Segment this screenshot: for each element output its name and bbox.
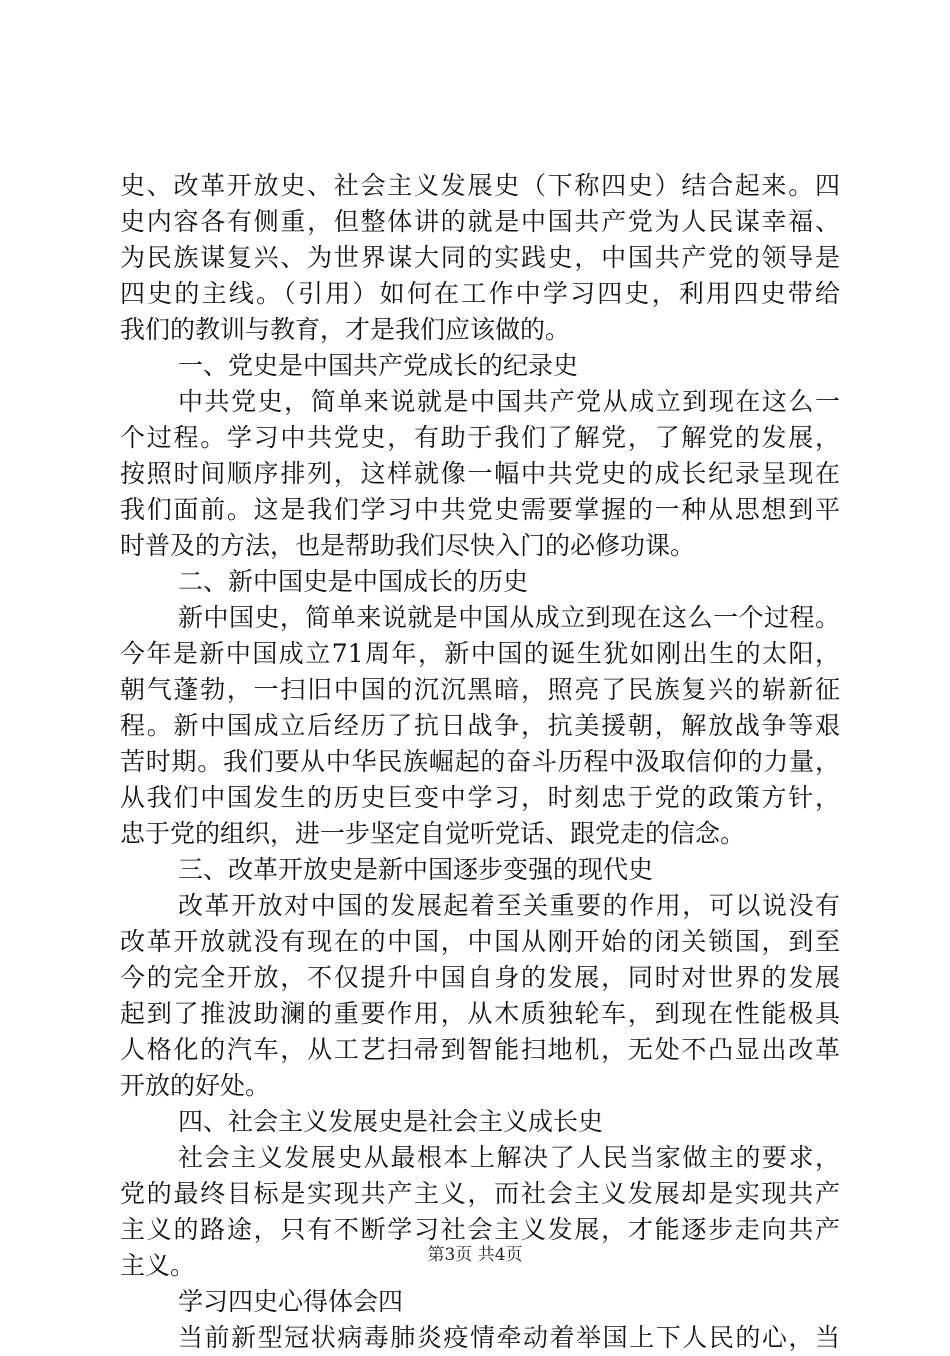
section-heading: 一、党史是中国共产党成长的纪录史 bbox=[178, 351, 579, 380]
text-line: 开放的好处。 bbox=[120, 1071, 271, 1100]
document-body bbox=[120, 168, 840, 1356]
page-number-label: 第3页 共4页 bbox=[427, 1245, 523, 1265]
text-line: 我们面前。这是我们学习中共党史需要掌握的一种从思想到平 bbox=[120, 495, 840, 524]
text-line: 起到了推波助澜的重要作用，从木质独轮车，到现在性能极具 bbox=[120, 999, 840, 1028]
text-line: 改革开放就没有现在的中国，中国从刚开始的闭关锁国，到至 bbox=[120, 927, 840, 956]
text-line: 史内容各有侧重，但整体讲的就是中国共产党为人民谋幸福、 bbox=[120, 207, 840, 236]
text-line: 我们的教训与教育，才是我们应该做的。 bbox=[120, 315, 571, 344]
text-line: 人格化的汽车，从工艺扫帚到智能扫地机，无处不凸显出改革 bbox=[120, 1035, 840, 1064]
text-line: 当前新型冠状病毒肺炎疫情牵动着举国上下人民的心，当 bbox=[178, 1323, 840, 1352]
text-line: 按照时间顺序排列，这样就像一幅中共党史的成长纪录呈现在 bbox=[120, 459, 840, 488]
text-line: 新中国史，简单来说就是中国从成立到现在这么一个过程。 bbox=[178, 603, 840, 632]
text-line: 中共党史，简单来说就是中国共产党从成立到现在这么一 bbox=[178, 387, 840, 416]
text-line: 朝气蓬勃，一扫旧中国的沉沉黑暗，照亮了民族复兴的崭新征 bbox=[120, 675, 840, 704]
section-heading: 学习四史心得体会四 bbox=[178, 1287, 404, 1316]
text-line: 程。新中国成立后经历了抗日战争，抗美援朝，解放战争等艰 bbox=[120, 711, 840, 740]
text-line: 今年是新中国成立71周年，新中国的诞生犹如刚出生的太阳， bbox=[120, 639, 840, 668]
text-line: 主义的路途，只有不断学习社会主义发展，才能逐步走向共产 bbox=[120, 1215, 840, 1244]
text-line: 苦时期。我们要从中华民族崛起的奋斗历程中汲取信仰的力量， bbox=[120, 747, 840, 776]
text-line: 四史的主线。（引用）如何在工作中学习四史，利用四史带给 bbox=[120, 279, 840, 308]
text-line: 忠于党的组织，进一步坚定自觉听党话、跟党走的信念。 bbox=[120, 819, 746, 848]
page-footer bbox=[0, 1243, 950, 1267]
text-line: 今的完全开放，不仅提升中国自身的发展，同时对世界的发展 bbox=[120, 963, 840, 992]
text-line: 个过程。学习中共党史，有助于我们了解党，了解党的发展， bbox=[120, 423, 840, 452]
text-line: 时普及的方法，也是帮助我们尽快入门的必修功课。 bbox=[120, 531, 696, 560]
text-line: 党的最终目标是实现共产主义，而社会主义发展却是实现共产 bbox=[120, 1179, 840, 1208]
text-line: 史、改革开放史、社会主义发展史（下称四史）结合起来。四 bbox=[120, 171, 840, 200]
text-line: 从我们中国发生的历史巨变中学习，时刻忠于党的政策方针， bbox=[120, 783, 840, 812]
section-heading: 三、改革开放史是新中国逐步变强的现代史 bbox=[178, 855, 654, 884]
text-line: 为民族谋复兴、为世界谋大同的实践史，中国共产党的领导是 bbox=[120, 243, 840, 272]
text-line: 社会主义发展史从最根本上解决了人民当家做主的要求， bbox=[178, 1143, 840, 1172]
section-heading: 四、社会主义发展史是社会主义成长史 bbox=[178, 1107, 604, 1136]
text-line: 主义。 bbox=[120, 1251, 196, 1280]
section-heading: 二、新中国史是中国成长的历史 bbox=[178, 567, 529, 596]
text-line: 改革开放对中国的发展起着至关重要的作用，可以说没有 bbox=[178, 891, 840, 920]
